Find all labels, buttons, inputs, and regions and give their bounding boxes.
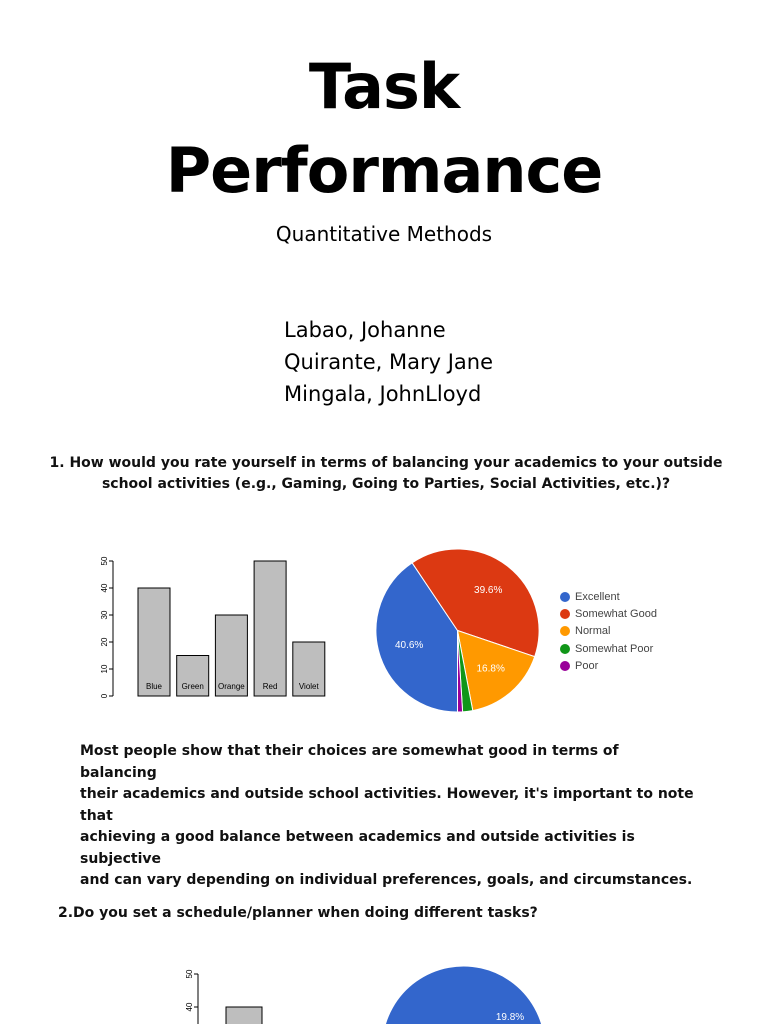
paragraph-line: their academics and outside school activities. However, it's important to note that <box>80 786 694 824</box>
y-tick-label: 20 <box>100 637 110 647</box>
analysis-paragraph <box>80 741 700 892</box>
paragraph-line: and can vary depending on individual preferences, goals, and circumstances. <box>80 872 693 888</box>
legend-label: Excellent <box>575 590 620 603</box>
question-1-line: school activities (e.g., Gaming, Going to Parties, Social Activities, etc.)? <box>101 476 671 492</box>
pie-slice-label: 19.8% <box>495 1012 525 1023</box>
author-name: Labao, Johanne <box>284 318 446 342</box>
bar-label: Orange <box>218 682 245 691</box>
legend-dot <box>560 644 570 654</box>
question-2: 2.Do you set a schedule/planner when doing different tasks? <box>58 905 538 921</box>
pie-chart-2 <box>376 960 551 1024</box>
author-name: Quirante, Mary Jane <box>284 350 494 374</box>
bar-chart-1 <box>95 550 335 702</box>
legend-dot <box>560 609 570 619</box>
y-tick-label: 50 <box>100 556 110 566</box>
bar-label: Violet <box>298 682 319 691</box>
bar <box>254 561 286 696</box>
y-tick-label: 40 <box>185 1002 195 1012</box>
pie-slice-label: 40.6% <box>394 639 424 651</box>
legend-dot <box>560 592 570 602</box>
subtitle: Quantitative Methods <box>275 222 493 246</box>
legend-dot <box>560 661 570 671</box>
y-tick-label: 10 <box>100 664 110 674</box>
y-axis <box>100 556 113 698</box>
legend-label: Normal <box>575 625 611 638</box>
legend-item-excellent <box>560 588 657 605</box>
legend-label: Poor <box>575 659 599 672</box>
legend-label: Somewhat Poor <box>575 642 654 655</box>
y-tick-label: 50 <box>185 969 195 979</box>
bar-label: Red <box>262 682 278 691</box>
legend-label: Somewhat Good <box>575 607 657 620</box>
legend-item-somewhat-poor <box>560 640 657 657</box>
pie-slice-label: 16.8% <box>476 663 505 675</box>
bar <box>138 588 170 696</box>
bar-label: Green <box>181 682 204 691</box>
question-1 <box>36 453 736 495</box>
author-name: Mingala, JohnLloyd <box>284 382 482 406</box>
pie-slice-label: 39.6% <box>474 585 503 597</box>
paragraph-line: achieving a good balance between academics and outside activities is subjective <box>80 829 635 867</box>
bar-label: Blue <box>145 682 163 691</box>
y-tick-label: 0 <box>100 693 110 699</box>
bar-chart-2 <box>180 964 280 1024</box>
pie-chart-1 <box>370 543 545 718</box>
y-tick-label: 30 <box>100 610 110 620</box>
legend-item-poor <box>560 657 657 674</box>
author-list <box>284 314 493 410</box>
question-1-line: 1. How would you rate yourself in terms of balancing your academics to your outside <box>49 455 723 471</box>
legend-item-normal <box>560 623 657 640</box>
legend-dot <box>560 626 570 636</box>
pie-legend <box>560 588 657 674</box>
title-line-1: Task <box>308 50 460 123</box>
title-line-2: Performance <box>165 134 603 207</box>
y-tick-label: 40 <box>100 583 110 593</box>
bar <box>226 1007 262 1024</box>
paragraph-line: Most people show that their choices are somewhat good in terms of balancing <box>80 743 619 781</box>
legend-item-somewhat-good <box>560 605 657 622</box>
